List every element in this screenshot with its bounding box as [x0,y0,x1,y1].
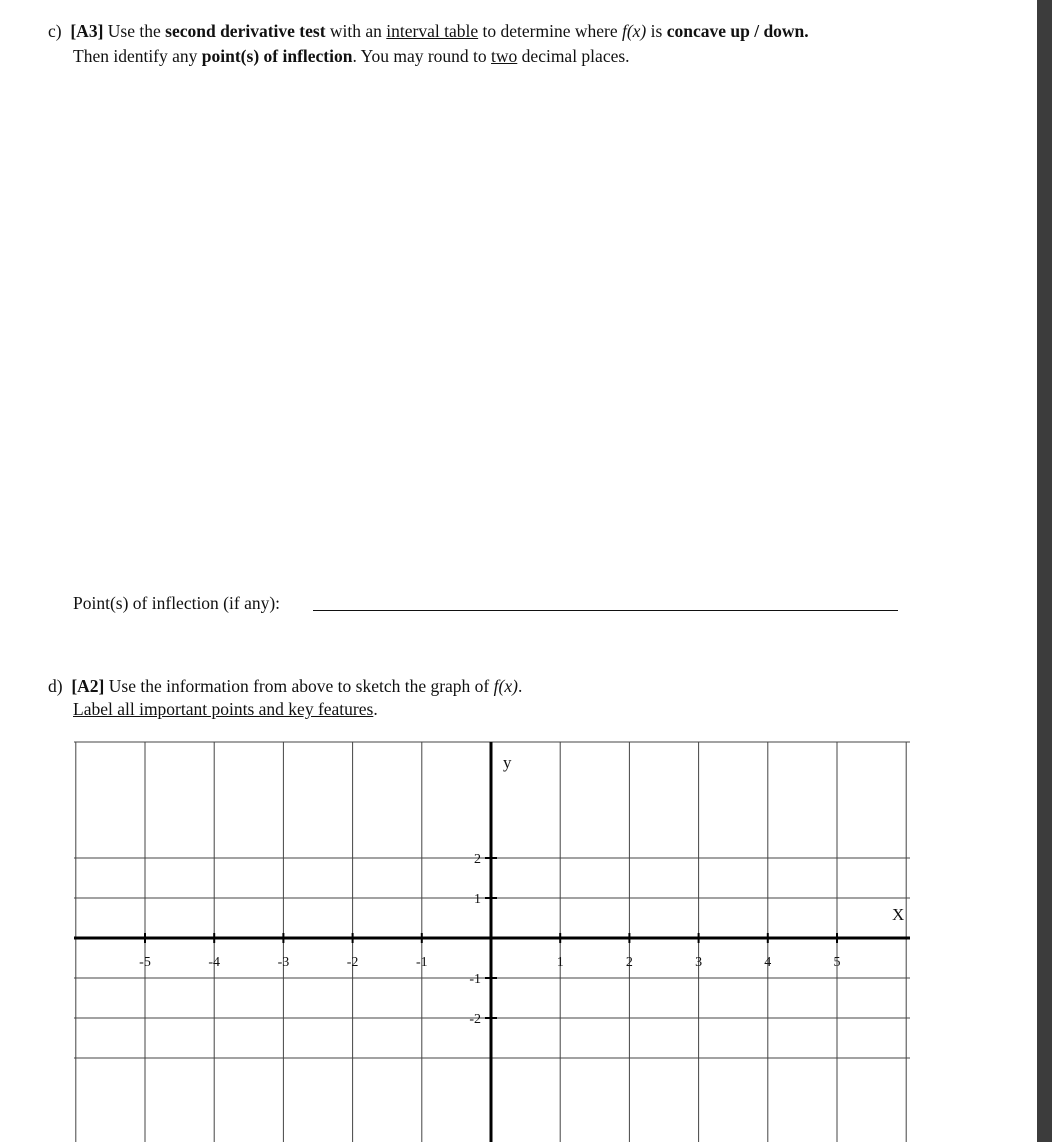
inflection-text: point(s) of inflection [201,46,353,66]
x-tick-label: 4 [764,955,772,970]
x-tick-label: 3 [695,955,703,970]
x-tick-label: -4 [208,955,221,970]
part-d-text: . [373,699,378,719]
second-derivative-test-text: second derivative test [165,21,326,41]
part-d-marks: [A2] [71,676,105,696]
two-text: two [491,46,518,66]
x-tick-label: -3 [277,955,290,970]
part-c-text: decimal places. [517,46,630,66]
label-instruction: Label all important points and key features [73,699,374,719]
x-tick-label: 2 [625,955,633,970]
x-tick-label: -5 [139,955,151,970]
part-d-text: . [517,676,523,696]
x-axis-label: X [892,905,905,924]
concave-text: concave up / down. [666,21,809,41]
y-tick-label: 1 [474,892,481,907]
part-d-text: Use the information from above to sketch the graph of [104,676,494,696]
x-tick-label: -2 [346,955,359,970]
x-tick-label: 5 [833,955,841,970]
part-d-label: d) [48,676,63,696]
tick-labels [139,753,904,1027]
inflection-answer-label: Point(s) of inflection (if any): [73,593,281,613]
y-axis-label: y [503,753,512,772]
y-tick-label: 2 [474,852,481,867]
part-c-text: is [646,21,667,41]
part-c-text: Use the [103,21,166,41]
x-tick-label: 1 [556,955,564,970]
function-fx: f(x) [493,676,518,696]
part-c-label: c) [48,21,62,41]
y-tick-label: -2 [469,1012,481,1027]
axes [74,742,910,1142]
part-c-text: . You may round to [352,46,492,66]
part-c-text: Then identify any [73,46,202,66]
part-c-marks: [A3] [70,21,104,41]
y-tick-label: -1 [469,972,481,987]
part-c-text: to determine where [478,21,622,41]
x-tick-label: -1 [415,955,428,970]
interval-table-text: interval table [386,21,479,41]
part-c-text: with an [325,21,387,41]
function-fx: f(x) [621,21,647,41]
